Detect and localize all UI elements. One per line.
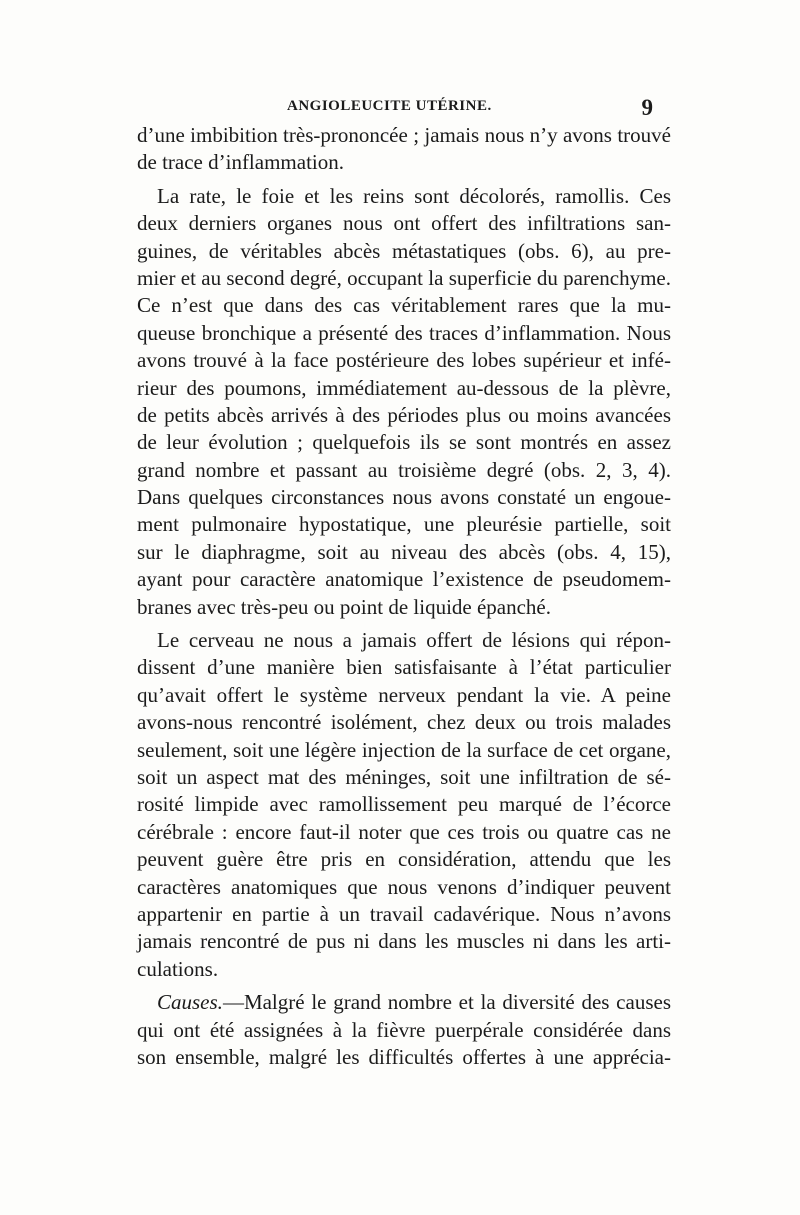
paragraph — [137, 627, 671, 983]
text-line: de petits abcès arrivés à des périodes plus ou moins avancées — [137, 402, 671, 427]
text-line: cérébrale : encore faut-il noter que ces trois ou quatre cas ne — [137, 819, 671, 844]
text-line: culations. — [137, 956, 219, 981]
text-line: rosité limpide avec ramollissement peu marqué de l’écorce — [137, 792, 671, 817]
text-line: Dans quelques circonstances nous avons constaté un engoue- — [137, 485, 671, 510]
text-line: avons trouvé à la face postérieure des lobes supérieur et infé- — [137, 348, 671, 373]
section-heading: Causes. — [157, 990, 223, 1015]
running-head — [137, 95, 657, 124]
text-line: grand nombre et passant au troisième degré (obs. 2, 3, 4). — [137, 457, 671, 482]
text-line: guines, de véritables abcès métastatiques (obs. 6), au pre- — [137, 238, 671, 263]
text-line: avons-nous rencontré isolément, chez deux ou trois malades — [137, 710, 671, 735]
text-line: rieur des poumons, immédiatement au-dessous de la plèvre, — [137, 375, 671, 400]
text-line: d’une imbibition très-prononcée ; jamais nous n’y avons trouvé — [137, 123, 671, 147]
paragraph — [137, 122, 671, 177]
text-line: ment pulmonaire hypostatique, une pleurésie partielle, soit — [137, 512, 671, 537]
paragraph — [137, 989, 671, 1071]
text-line: mier et au second degré, occupant la superficie du parenchyme. — [137, 265, 671, 290]
text-line: qu’avait offert le système nerveux pendant la vie. A peine — [137, 682, 671, 707]
text-line: son ensemble, malgré les difficultés offertes à une apprécia- — [137, 1044, 671, 1069]
text-line: peuvent guère être pris en considération, attendu que les — [137, 847, 671, 872]
text-line: branes avec très-peu ou point de liquide épanché. — [137, 594, 552, 619]
text-line: de leur évolution ; quelquefois ils se sont montrés en assez — [137, 430, 671, 455]
text-line: caractères anatomiques que nous venons d’indiquer peuvent — [137, 874, 671, 899]
text-run: —Malgré le grand nombre et la diversité des causes — [222, 990, 671, 1015]
text-line: Ce n’est que dans des cas véritablement rares que la mu- — [137, 293, 671, 318]
body-text — [137, 122, 671, 1071]
text-line: qui ont été assignées à la fièvre puerpérale considérée dans — [137, 1017, 671, 1042]
text-line: sur le diaphragme, soit au niveau des abcès (obs. 4, 15), — [137, 539, 671, 564]
text-line: soit un aspect mat des méninges, soit une infiltration de sé- — [137, 764, 671, 789]
text-line: ayant pour caractère anatomique l’existence de pseudomem- — [137, 567, 671, 592]
page-number: 9 — [641, 95, 653, 120]
running-title: ANGIOLEUCITE UTÉRINE. — [287, 98, 492, 114]
text-line: seulement, soit une légère injection de la surface de cet organe, — [137, 737, 671, 762]
text-line: Le cerveau ne nous a jamais offert de lésions qui répon- — [157, 628, 671, 653]
text-line: La rate, le foie et les reins sont décolorés, ramollis. Ces — [157, 183, 671, 208]
text-line: deux derniers organes nous ont offert des infiltrations san- — [137, 211, 671, 236]
text-line: appartenir en partie à un travail cadavérique. Nous n’avons — [137, 901, 671, 926]
text-line: dissent d’une manière bien satisfaisante à l’état particulier — [137, 655, 671, 680]
text-line: de trace d’inflammation. — [137, 150, 344, 175]
text-line — [137, 989, 671, 1016]
paragraph — [137, 183, 671, 621]
text-line: queuse bronchique a présenté des traces d’inflammation. Nous — [137, 320, 671, 345]
text-line: jamais rencontré de pus ni dans les muscles ni dans les arti- — [137, 929, 671, 954]
